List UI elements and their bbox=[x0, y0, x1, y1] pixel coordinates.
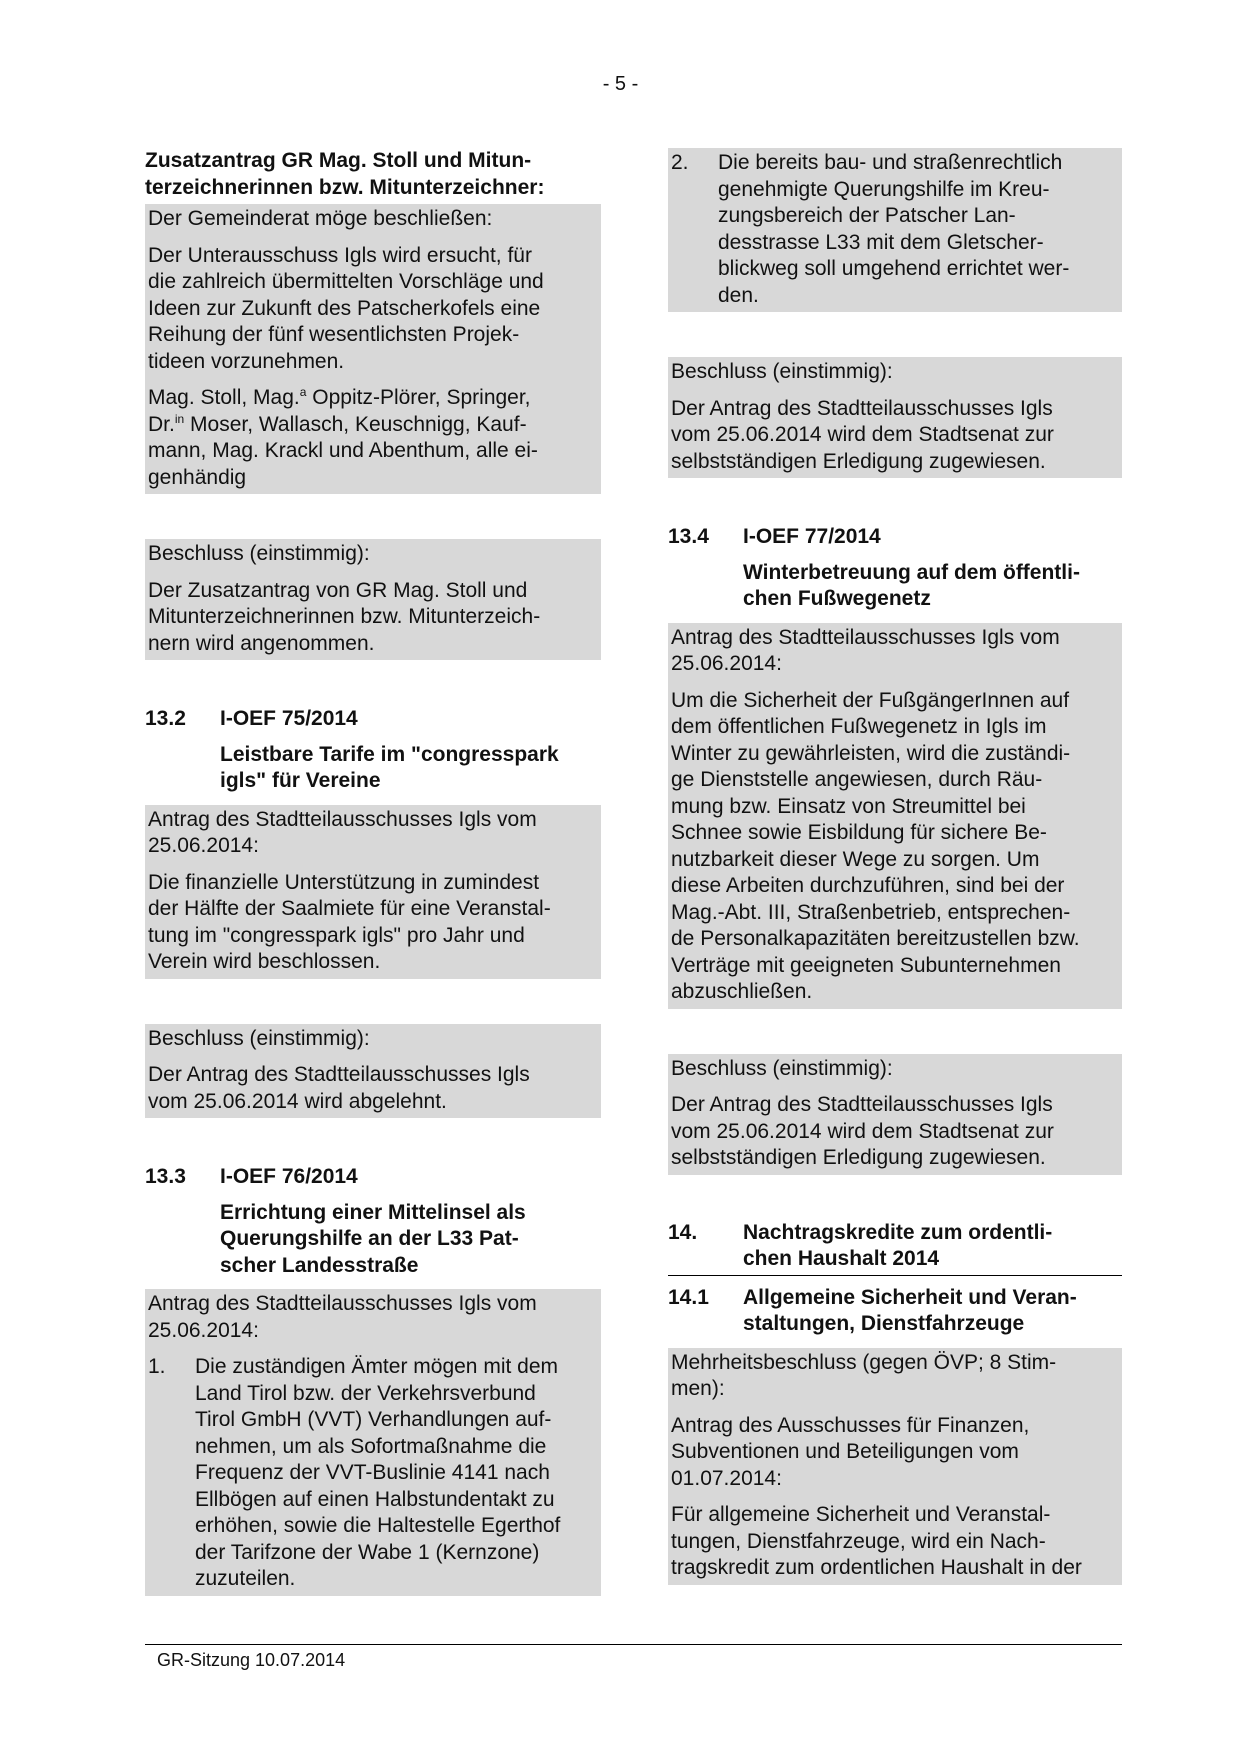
text-line: der Hälfte der Saalmiete für eine Veranstal- bbox=[148, 897, 551, 920]
zusatz-beschluss-box bbox=[145, 539, 601, 660]
antrag-text bbox=[671, 688, 1119, 1006]
section-13-4-title bbox=[668, 560, 1122, 613]
text-line: Verein wird beschlossen. bbox=[148, 950, 381, 973]
text-line: der Tarifzone der Wabe 1 (Kernzone) bbox=[195, 1540, 540, 1564]
text-line: Zusatzantrag GR Mag. Stoll und Mitun- bbox=[145, 149, 532, 172]
text-line: Antrag des Stadtteilausschusses Igls vom bbox=[148, 1292, 537, 1315]
zusatzantrag-heading bbox=[145, 148, 601, 201]
text-line: Der Antrag des Stadtteilausschusses Igls bbox=[671, 396, 1053, 420]
section-14-1-header: 14.1 Allgemeine Sicherheit und Veran- staltungen, Dienstfahrzeuge bbox=[668, 1285, 1077, 1335]
signatories: Mag. Stoll, Mag.$^a$ Oppitz-Plörer, Springer, Dr.$^{in}$ Moser, Wallasch, Keuschnigg, Kauf- mann, Mag. Krackl und Abenthum, alle ei- genhändig bbox=[148, 385, 538, 489]
section-13-3-title bbox=[145, 1200, 601, 1280]
text-line: Subventionen und Beteiligungen vom bbox=[671, 1440, 1019, 1463]
beschluss-text bbox=[148, 578, 598, 658]
section-13-3-beschluss-box bbox=[668, 357, 1122, 478]
text-line: 01.07.2014: bbox=[671, 1466, 782, 1490]
text-line: abzuschließen. bbox=[671, 980, 813, 1003]
text-line: nutzbarkeit dieser Wege zu sorgen. Um bbox=[671, 847, 1040, 871]
text-line: zungsbereich der Patscher Lan- bbox=[718, 204, 1016, 227]
antrag-text bbox=[671, 1502, 1119, 1582]
text-line: Der Gemeinderat möge beschließen: bbox=[148, 207, 493, 230]
text-line: genehmigte Querungshilfe im Kreu- bbox=[718, 177, 1050, 201]
text-line: Der Antrag des Stadtteilausschusses Igls bbox=[671, 1093, 1053, 1116]
antrag-text bbox=[148, 870, 598, 976]
text-line: 25.06.2014: bbox=[148, 1318, 259, 1342]
section-14-1-box bbox=[668, 1348, 1122, 1585]
text-line: men): bbox=[671, 1377, 725, 1400]
mehrheitsbeschluss bbox=[671, 1350, 1119, 1403]
text-line: erhöhen, sowie die Haltestelle Egerthof bbox=[195, 1514, 561, 1537]
text-line: ge Dienststelle angewiesen, durch Räu- bbox=[671, 768, 1043, 791]
section-13-4-box bbox=[668, 623, 1122, 1009]
antrag-label bbox=[671, 625, 1119, 678]
list-item-2-box bbox=[668, 148, 1122, 312]
section-13-3-header: 13.3 I-OEF 76/2014 bbox=[145, 1165, 358, 1188]
section-13-2-title bbox=[145, 742, 601, 795]
text-line: zuzuteilen. bbox=[195, 1567, 296, 1590]
text-line: Der Zusatzantrag von GR Mag. Stoll und bbox=[148, 578, 528, 602]
text-line: tideen vorzunehmen. bbox=[148, 349, 345, 373]
text-line: Ellbögen auf einen Halbstundentakt zu bbox=[195, 1487, 555, 1511]
section-14-header: 14. Nachtragskredite zum ordentli- chen Haushalt 2014 bbox=[668, 1220, 1053, 1270]
section-13-2-box bbox=[145, 805, 601, 979]
text-line: Reihung der fünf wesentlichsten Projek- bbox=[148, 323, 520, 346]
text-line: Mehrheitsbeschluss (gegen ÖVP; 8 Stim- bbox=[671, 1350, 1057, 1374]
beschluss-label bbox=[671, 1056, 1119, 1083]
left-column bbox=[145, 148, 601, 1596]
section-divider bbox=[668, 1275, 1122, 1276]
text-line: Errichtung einer Mittelinsel als bbox=[220, 1200, 526, 1224]
text-line: genhändig bbox=[148, 465, 247, 489]
text-line: Tirol GmbH (VVT) Verhandlungen auf- bbox=[195, 1408, 552, 1431]
right-column bbox=[668, 148, 1122, 1585]
text-line: Um die Sicherheit der FußgängerInnen auf bbox=[671, 688, 1070, 712]
beschluss-text bbox=[671, 1092, 1119, 1172]
text-line: tung im "congresspark igls" pro Jahr und bbox=[148, 923, 525, 947]
footer-divider bbox=[145, 1644, 1122, 1645]
antrag-label bbox=[671, 1413, 1119, 1493]
text-line: Frequenz der VVT-Buslinie 4141 nach bbox=[195, 1461, 550, 1484]
text-line: Land Tirol bzw. der Verkehrsverbund bbox=[195, 1381, 536, 1405]
text-line: mann, Mag. Krackl und Abenthum, alle ei- bbox=[148, 439, 538, 462]
text-line: Mitunterzeichnerinnen bzw. Mitunterzeich- bbox=[148, 605, 541, 628]
text-line: dem öffentlichen Fußwegenetz in Igls im bbox=[671, 715, 1047, 738]
text-line: Allgemeine Sicherheit und Veran- bbox=[743, 1285, 1077, 1309]
text-line: mung bzw. Einsatz von Streumittel bei bbox=[671, 794, 1026, 818]
text-line: Leistbare Tarife im "congresspark bbox=[220, 742, 559, 766]
motion-text bbox=[148, 243, 598, 376]
text-line: staltungen, Dienstfahrzeuge bbox=[743, 1312, 1025, 1335]
text-line: Für allgemeine Sicherheit und Veranstal- bbox=[671, 1503, 1051, 1526]
text-line: Antrag des Ausschusses für Finanzen, bbox=[671, 1413, 1030, 1437]
text-line: blickweg soll umgehend errichtet wer- bbox=[718, 257, 1070, 280]
text-line: Der Antrag des Stadtteilausschusses Igls bbox=[148, 1063, 530, 1086]
text-line: Querungshilfe an der L33 Pat- bbox=[220, 1227, 519, 1250]
text-line: Beschluss (einstimmig): bbox=[148, 1026, 370, 1050]
antrag-label bbox=[148, 1291, 598, 1344]
text-line: Die finanzielle Unterstützung in zumindest bbox=[148, 870, 540, 894]
section-13-2-header: 13.2 I-OEF 75/2014 bbox=[145, 707, 358, 730]
text-line: nern wird angenommen. bbox=[148, 631, 375, 655]
text-line: Winterbetreuung auf dem öffentli- bbox=[743, 560, 1080, 584]
text-line: scher Landesstraße bbox=[220, 1253, 419, 1277]
beschluss-text bbox=[671, 396, 1119, 476]
section-13-2-beschluss-box bbox=[145, 1024, 601, 1119]
text-line: 25.06.2014: bbox=[671, 652, 782, 675]
text-line: terzeichnerinnen bzw. Mitunterzeichner: bbox=[145, 175, 545, 199]
text-line: die zahlreich übermittelten Vorschläge und bbox=[148, 270, 544, 293]
text-line: tragskredit zum ordentlichen Haushalt in der bbox=[671, 1556, 1082, 1579]
text-line: desstrasse L33 mit dem Gletscher- bbox=[718, 230, 1044, 254]
text-line: Der Unterausschuss Igls wird ersucht, für bbox=[148, 243, 532, 267]
text-line: Die zuständigen Ämter mögen mit dem bbox=[195, 1355, 558, 1378]
text-line: Mag.-Abt. III, Straßenbetrieb, entsprechen- bbox=[671, 900, 1071, 924]
beschluss-text bbox=[148, 1062, 598, 1115]
section-13-4-header: 13.4 I-OEF 77/2014 bbox=[668, 525, 881, 548]
page-number: - 5 - bbox=[602, 73, 639, 95]
motion-intro bbox=[148, 206, 598, 233]
list-item-2: 2. Die bereits bau- und straßenrechtlich genehmigte Querungshilfe im Kreu- zungsbereich der Patscher Lan- desstrasse L33 mit dem Gletscher- blickweg soll umgehend errichtet wer- den. bbox=[671, 151, 1070, 307]
text-line: nehmen, um als Sofortmaßnahme die bbox=[195, 1434, 547, 1458]
zusatzantrag-box bbox=[145, 204, 601, 494]
text-line: Beschluss (einstimmig): bbox=[148, 542, 370, 565]
text-line: Antrag des Stadtteilausschusses Igls vom bbox=[148, 807, 537, 831]
text-line: vom 25.06.2014 wird dem Stadtsenat zur bbox=[671, 1119, 1054, 1143]
text-line: chen Fußwegenetz bbox=[743, 587, 931, 610]
text-line: tungen, Dienstfahrzeuge, wird ein Nach- bbox=[671, 1529, 1046, 1553]
text-line: Antrag des Stadtteilausschusses Igls vom bbox=[671, 625, 1060, 649]
text-line: diese Arbeiten durchzuführen, sind bei der bbox=[671, 874, 1065, 897]
text-line: Nachtragskredite zum ordentli- bbox=[743, 1220, 1053, 1244]
text-line: chen Haushalt 2014 bbox=[743, 1247, 940, 1270]
beschluss-label bbox=[671, 359, 1119, 386]
text-line: vom 25.06.2014 wird dem Stadtsenat zur bbox=[671, 423, 1054, 446]
text-line: selbstständigen Erledigung zugewiesen. bbox=[671, 1146, 1046, 1169]
footer-text: GR-Sitzung 10.07.2014 bbox=[157, 1650, 346, 1670]
text-line: Ideen zur Zukunft des Patscherkofels eine bbox=[148, 296, 541, 320]
text-line: Beschluss (einstimmig): bbox=[671, 360, 893, 383]
beschluss-label bbox=[148, 541, 598, 568]
text-line: Winter zu gewährleisten, wird die zuständi- bbox=[671, 741, 1071, 765]
section-13-4-beschluss-box bbox=[668, 1054, 1122, 1175]
text-line: de Personalkapazitäten bereitzustellen bzw. bbox=[671, 927, 1080, 950]
beschluss-label bbox=[148, 1026, 598, 1053]
text-line: Beschluss (einstimmig): bbox=[671, 1056, 893, 1080]
text-line: igls" für Vereine bbox=[220, 769, 381, 792]
text-line: 25.06.2014: bbox=[148, 834, 259, 857]
section-13-3-box bbox=[145, 1289, 601, 1596]
list-item-1: 1. Die zuständigen Ämter mögen mit dem Land Tirol bzw. der Verkehrsverbund Tirol GmbH (VVT) Verhandlungen auf- nehmen, um als Sofortmaßnahme die Frequenz der VVT-Buslinie 4141 nach Ellbögen auf einen Halbstundentakt zu erhöhen, sowie die Haltestelle Egerthof der Tarifzone der Wabe 1 (Kernzone) zuzuteilen. bbox=[148, 1355, 561, 1590]
text-line: selbstständigen Erledigung zugewiesen. bbox=[671, 449, 1046, 473]
text-line: Die bereits bau- und straßenrechtlich bbox=[718, 151, 1063, 174]
antrag-label bbox=[148, 807, 598, 860]
text-line: Schnee sowie Eisbildung für sichere Be- bbox=[671, 821, 1047, 844]
text-line: den. bbox=[718, 283, 759, 307]
text-line: vom 25.06.2014 wird abgelehnt. bbox=[148, 1089, 447, 1113]
text-line: Verträge mit geeigneten Subunternehmen bbox=[671, 953, 1061, 977]
